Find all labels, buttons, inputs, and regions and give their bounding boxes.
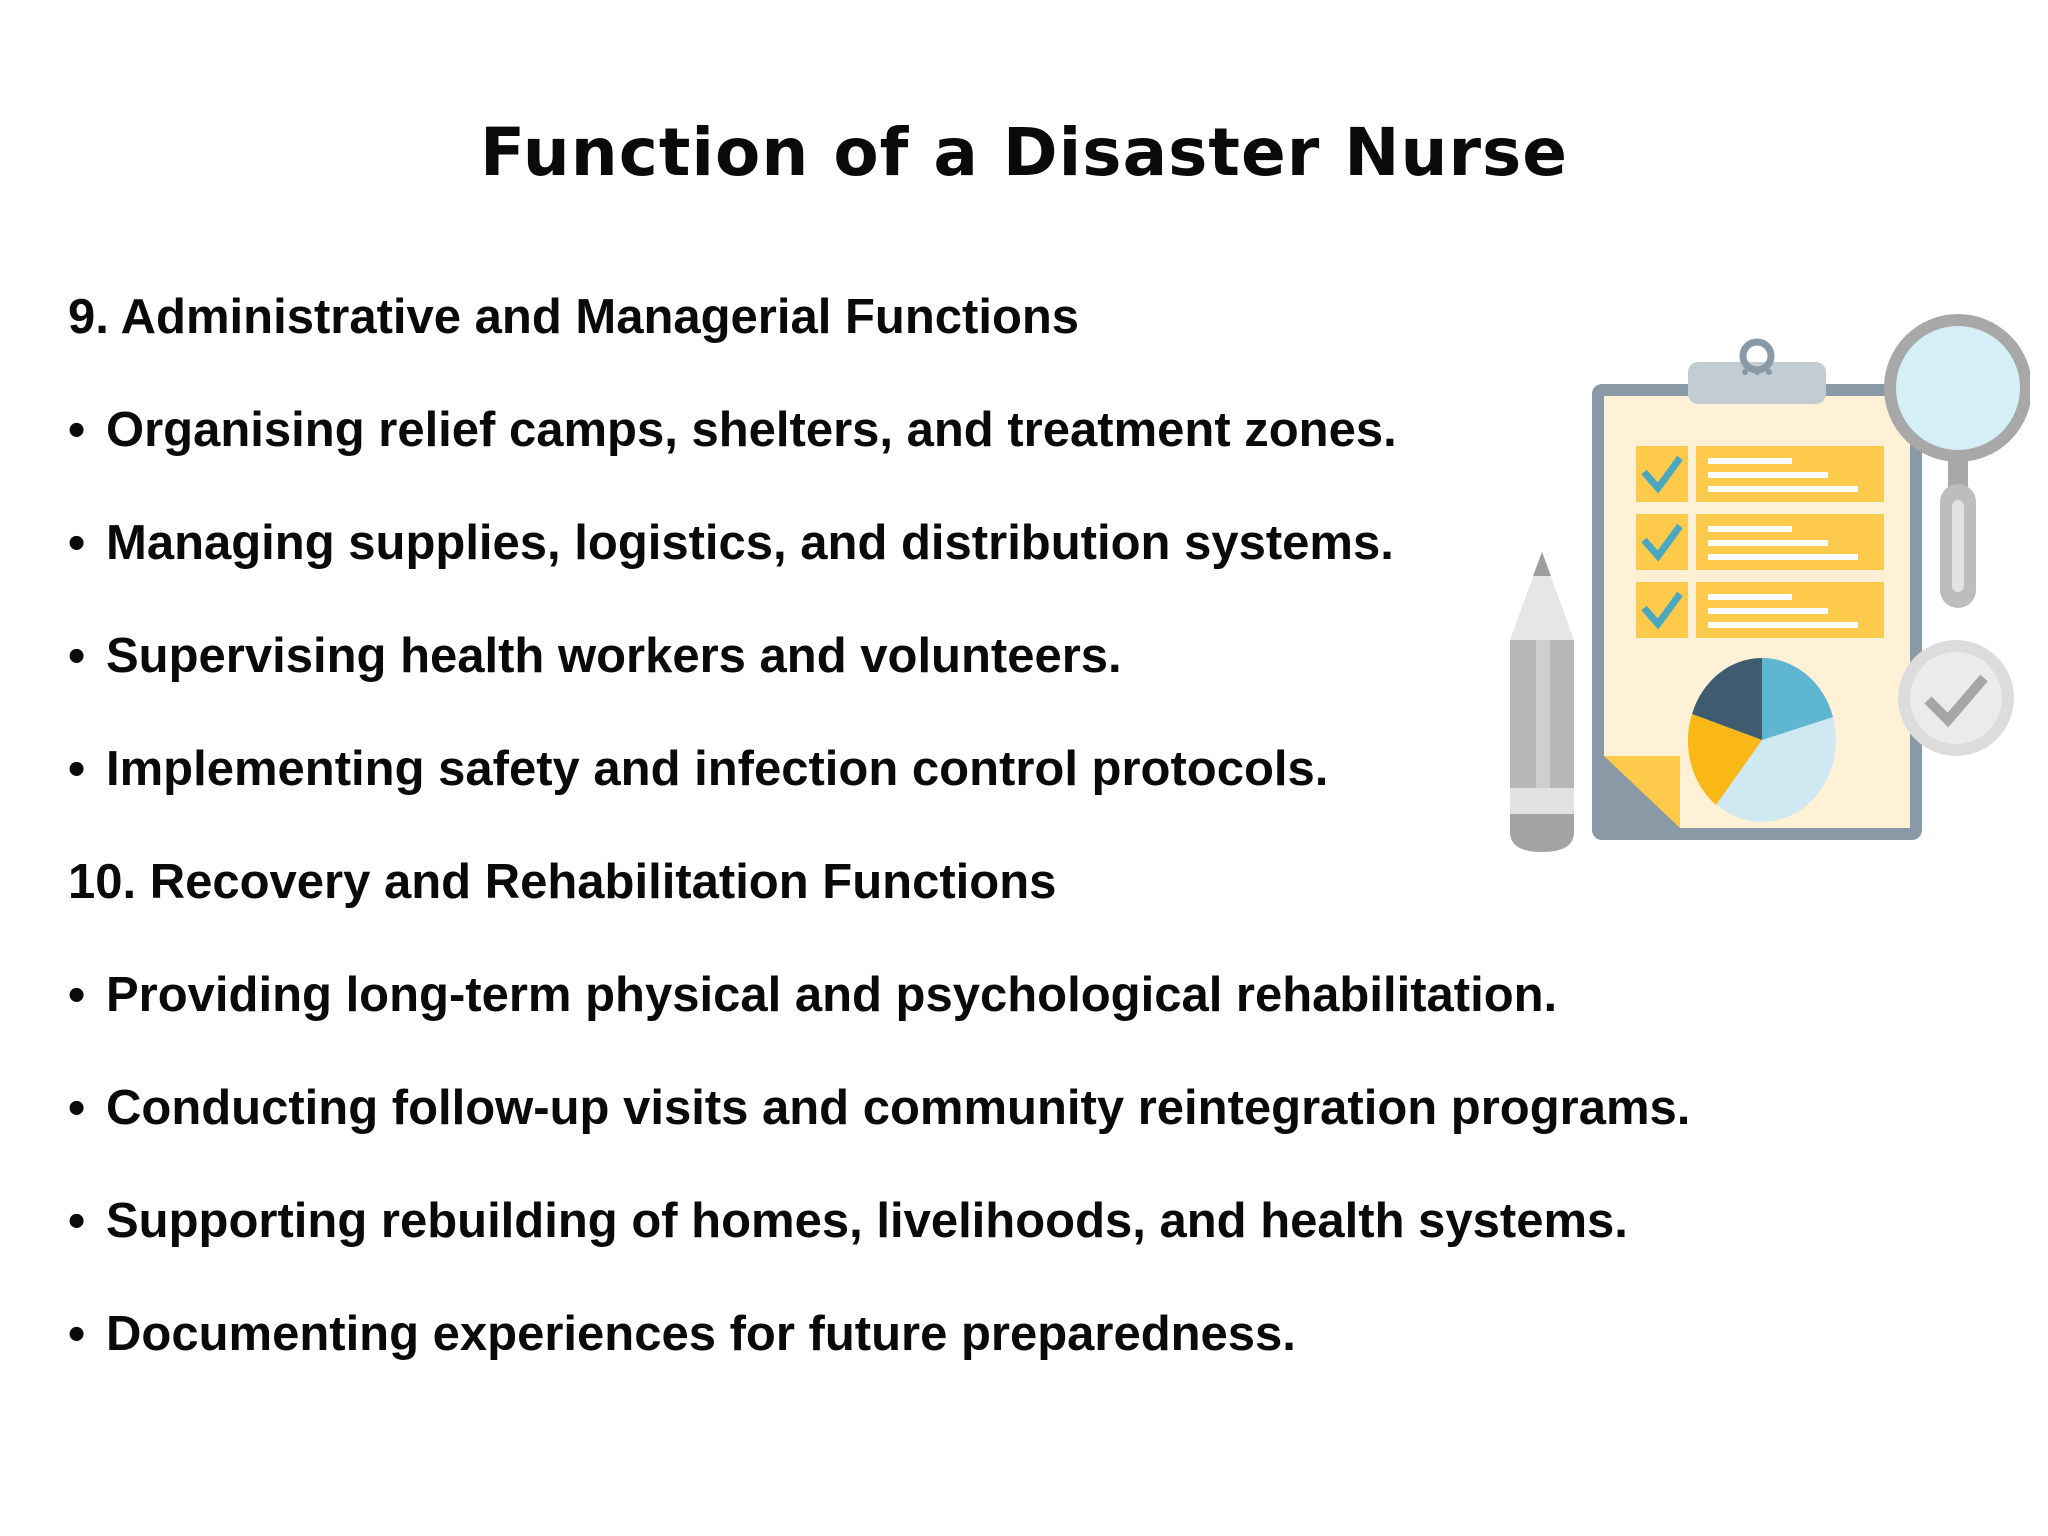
bullet-item [68, 1186, 1868, 1299]
bullet-marker: • [68, 629, 86, 683]
slide-title: Function of a Disaster Nurse [479, 114, 1569, 191]
bullet-text: Implementing safety and infection control protocols. [106, 742, 1329, 796]
pie-chart-icon [1688, 658, 1836, 822]
section-heading: 10. Recovery and Rehabilitation Functions [68, 855, 1057, 909]
pencil-icon [1510, 552, 1574, 852]
bullet-text: Managing supplies, logistics, and distribution systems. [106, 516, 1394, 570]
section-heading: 9. Administrative and Managerial Functions [68, 290, 1080, 344]
bullet-item [68, 1073, 1868, 1186]
bullet-marker: • [68, 742, 86, 796]
bullet-item [68, 960, 1868, 1073]
bullet-text: Providing long-term physical and psychological rehabilitation. [106, 968, 1558, 1022]
bullet-item [68, 1299, 1868, 1412]
bullet-text: Documenting experiences for future preparedness. [106, 1307, 1296, 1361]
checklist [1636, 446, 1884, 638]
clipboard-illustration [1500, 300, 2030, 860]
bullet-text: Supervising health workers and volunteers. [106, 629, 1122, 683]
bullet-marker: • [68, 968, 86, 1022]
bullet-marker: • [68, 1307, 86, 1361]
bullet-marker: • [68, 403, 86, 457]
bullet-marker: • [68, 1081, 86, 1135]
bullet-text: Conducting follow-up visits and community reintegration programs. [106, 1081, 1691, 1135]
bullet-marker: • [68, 516, 86, 570]
check-badge-icon [1898, 640, 2014, 756]
bullet-text: Supporting rebuilding of homes, livelihoods, and health systems. [106, 1194, 1628, 1248]
bullet-marker: • [68, 1194, 86, 1248]
bullet-text: Organising relief camps, shelters, and treatment zones. [106, 403, 1397, 457]
